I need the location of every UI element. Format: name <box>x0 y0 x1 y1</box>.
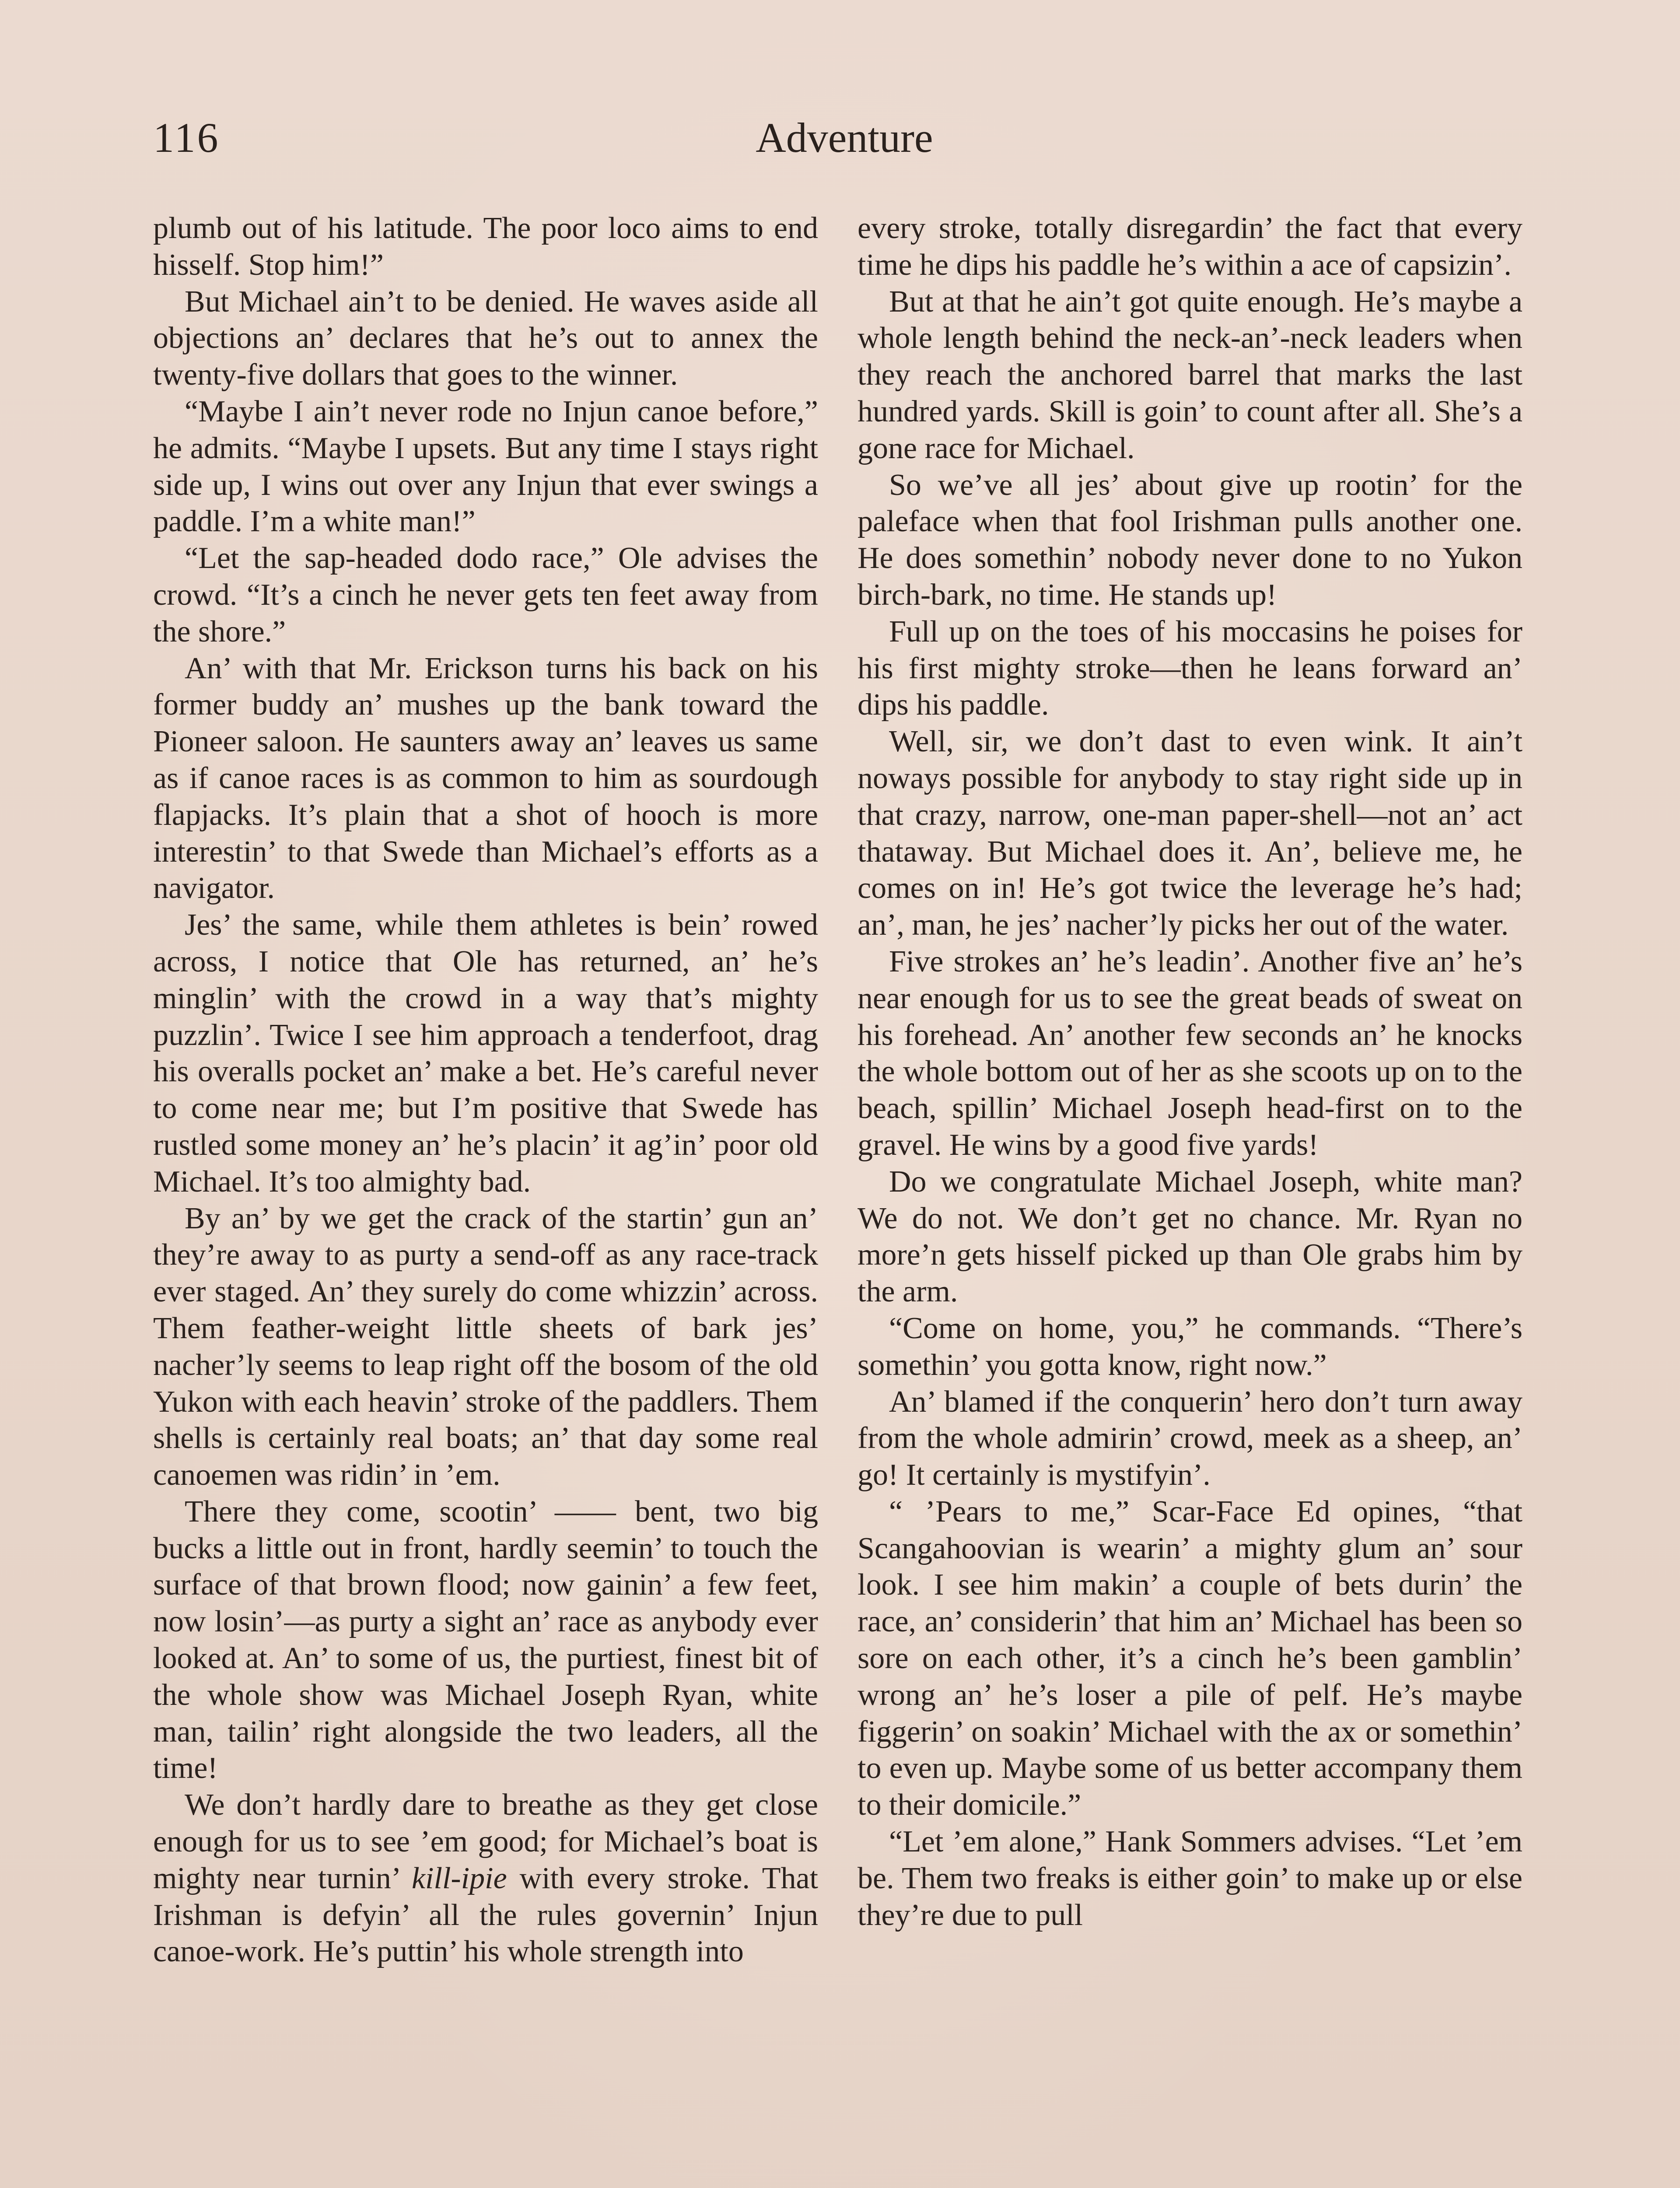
paragraph <box>153 907 818 1200</box>
paragraph-text: An’ blamed if the conquerin’ hero don’t turn away from the whole admirin’ crowd, meek as a sheep, an’ go! It certainly is mystifyin’. <box>858 1385 1522 1492</box>
paragraph-text: “ ’Pears to me,” Scar-Face Ed opines, “that Scangahoovian is wearin’ a mighty glum an’ sour look. I see him makin’ a couple of bets durin’ the race, an’ considerin’ that him an’ Michael has been so sore on each other, it’s a cinch he’s been gamblin’ wrong an’ he’s loser a pile of pelf. He’s maybe figgerin’ on soakin’ Michael with the ax or somethin’ to even up. Maybe some of us better accompany them to their domicile.” <box>858 1494 1522 1822</box>
paragraph-text: By an’ by we get the crack of the startin’ gun an’ they’re away to as purty a send-off as any race-track ever staged. An’ they surely do come whizzin’ across. Them feather-weight little sheets of bark jes’ nacher’ly seems to leap right off the bosom of the old Yukon with each heavin’ stroke of the paddlers. Them shells is certainly real boats; an’ that day some real canoemen was ridin’ in ’em. <box>153 1201 818 1492</box>
paragraph <box>858 1164 1522 1310</box>
paragraph-text: every stroke, totally disregardin’ the fact that every time he dips his paddle he’s within a ace of capsizin’. <box>858 211 1522 282</box>
paragraph-text: “Come on home, you,” he commands. “There’s somethin’ you gotta know, right now.” <box>858 1311 1522 1382</box>
paragraph-text: “Let ’em alone,” Hank Sommers advises. “Let ’em be. Them two freaks is either goin’ to make up or else they’re due to pull <box>858 1825 1522 1932</box>
paragraph <box>858 943 1522 1164</box>
page-number: 116 <box>153 114 220 161</box>
paragraph <box>153 1787 818 1970</box>
paragraph-text: So we’ve all jes’ about give up rootin’ for the paleface when that fool Irishman pulls another one. He does somethin’ nobody never done to no Yukon birch-bark, no time. He stands up! <box>858 468 1522 612</box>
paragraph-text: An’ with that Mr. Erickson turns his back on his former buddy an’ mushes up the bank toward the Pioneer saloon. He saunters away an’ leaves us same as if canoe races is as common to him as sourdough flapjacks. It’s plain that a shot of hooch is more interestin’ to that Swede than Michael’s efforts as a navigator. <box>153 651 818 905</box>
paragraph <box>858 614 1522 723</box>
paragraph-text: But Michael ain’t to be denied. He waves aside all objections an’ declares that he’s out to annex the twenty-five dollars that goes to the winner. <box>153 284 818 392</box>
paragraph <box>858 210 1522 284</box>
paragraph-text: Full up on the toes of his moccasins he poises for his first mighty stroke—then he leans forward an’ dips his paddle. <box>858 614 1522 722</box>
paragraph <box>153 210 818 284</box>
paragraph <box>153 1200 818 1494</box>
paragraph <box>858 1823 1522 1933</box>
paragraph <box>153 540 818 650</box>
paragraph <box>858 723 1522 943</box>
paragraph-text: “Maybe I ain’t never rode no Injun canoe before,” he admits. “Maybe I upsets. But any time I stays right side up, I wins out over any Injun that ever swings a paddle. I’m a white man!” <box>153 394 818 539</box>
paragraph-text: We don’t hardly dare to breathe as they get close enough for us to see ’em good; for Michael’s boat is mighty near turnin’ <box>153 1788 818 1895</box>
paragraph <box>858 284 1522 467</box>
left-column <box>153 210 818 1970</box>
paragraph-text: Do we congratulate Michael Joseph, white man? We do not. We don’t get no chance. Mr. Ryan no more’n gets hisself picked up than Ole grabs him by the arm. <box>858 1164 1522 1309</box>
paragraph-text: There they come, scootin’ —— bent, two big bucks a little out in front, hardly seemin’ to touch the surface of that brown flood; now gainin’ a few feet, now losin’—as purty a sight an’ race as anybody ever looked at. An’ to some of us, the purtiest, finest bit of the whole show was Michael Joseph Ryan, white man, tailin’ right alongside the two leaders, all the time! <box>153 1494 818 1785</box>
paragraph <box>858 1494 1522 1823</box>
page-header <box>153 109 1536 166</box>
running-title: Adventure <box>756 114 933 161</box>
paragraph-text: Well, sir, we don’t dast to even wink. It ain’t noways possible for anybody to stay right side up in that crazy, narrow, one-man paper-shell—not an’ act thataway. But Michael does it. An’, believe me, he comes on in! He’s got twice the leverage he’s had; an’, man, he jes’ nacher’ly picks her out of the water. <box>858 725 1522 942</box>
paragraph-text: plumb out of his latitude. The poor loco aims to end hisself. Stop him!” <box>153 211 818 282</box>
paragraph <box>858 1310 1522 1384</box>
paragraph-text: Five strokes an’ he’s leadin’. Another five an’ he’s near enough for us to see the great beads of sweat on his forehead. An’ another few seconds an’ he knocks the whole bottom out of her as she scoots up on to the beach, spillin’ Michael Joseph head-first on to the gravel. He wins by a good five yards! <box>858 944 1522 1162</box>
italic-word: kill-ipie <box>411 1861 507 1895</box>
paragraph <box>153 393 818 540</box>
paragraph <box>858 1384 1522 1494</box>
paragraph <box>858 467 1522 614</box>
paragraph-text: But at that he ain’t got quite enough. He’s maybe a whole length behind the neck-an’-neck leaders when they reach the anchored barrel that marks the last hundred yards. Skill is goin’ to count after all. She’s a gone race for Michael. <box>858 284 1522 465</box>
paragraph-text: “Let the sap-headed dodo race,” Ole advises the crowd. “It’s a cinch he never gets ten feet away from the shore.” <box>153 541 818 649</box>
paragraph-text: Jes’ the same, while them athletes is bein’ rowed across, I notice that Ole has returned, an’ he’s minglin’ with the crowd in a way that’s mighty puzzlin’. Twice I see him approach a tenderfoot, drag his overalls pocket an’ make a bet. He’s careful never to come near me; but I’m positive that Swede has rustled some money an’ he’s placin’ it ag’in’ poor old Michael. It’s too almighty bad. <box>153 908 818 1199</box>
paragraph <box>153 650 818 907</box>
right-column <box>858 210 1522 1933</box>
paragraph <box>153 1494 818 1787</box>
paragraph-text: with every stroke. That Irishman is defyin’ all the rules governin’ Injun canoe-work. He’s puttin’ his whole strength into <box>153 1861 818 1969</box>
paragraph <box>153 284 818 393</box>
